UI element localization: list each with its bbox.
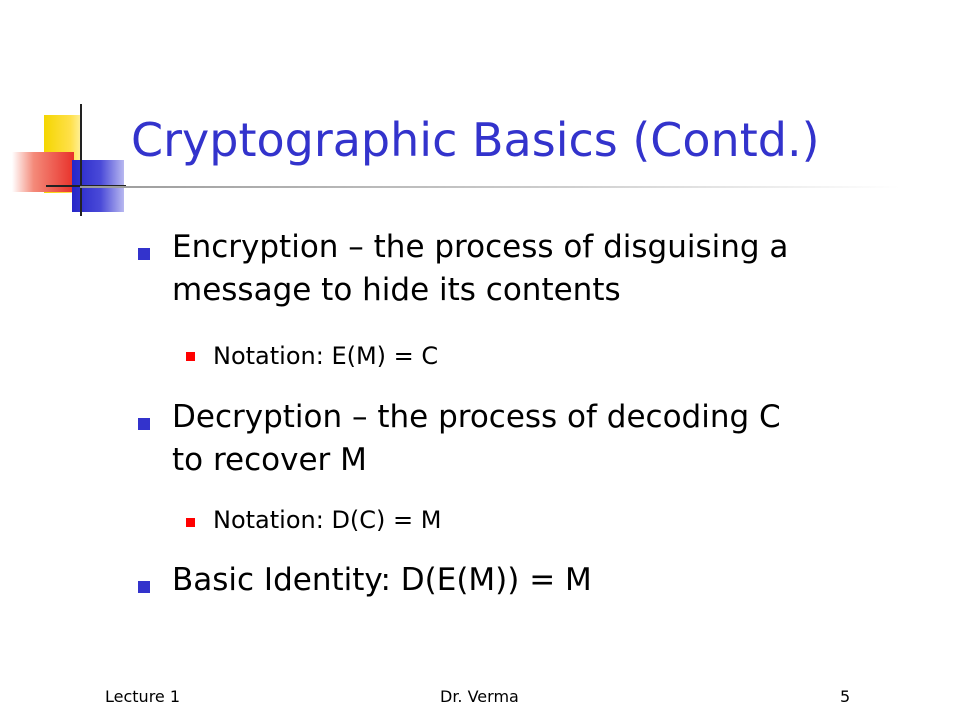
sub-bullet-item-encryption-notation: Notation: E(M) = C — [213, 342, 439, 370]
footer-lecture: Lecture 1 — [105, 687, 181, 706]
slide-title: Cryptographic Basics (Contd.) — [131, 113, 820, 167]
bullet-item-basic-identity: Basic Identity: D(E(M)) = M — [172, 562, 592, 598]
bullet-item-decryption — [172, 396, 932, 482]
sub-bullet-item-decryption-notation: Notation: D(C) = M — [213, 506, 442, 534]
bullet-text-line: Encryption – the process of disguising a — [172, 229, 789, 265]
bullet-text-line: message to hide its contents — [172, 272, 621, 308]
footer-author: Dr. Verma — [440, 687, 519, 706]
sub-bullet-marker — [186, 518, 195, 527]
bullet-text-line: Decryption – the process of decoding C — [172, 399, 781, 435]
bullet-marker — [138, 418, 150, 430]
bullet-item-encryption — [172, 226, 932, 312]
bullet-text-line: to recover M — [172, 442, 367, 478]
bullet-marker — [138, 581, 150, 593]
sub-bullet-marker — [186, 352, 195, 361]
footer-page-number: 5 — [840, 687, 851, 706]
bullet-marker — [138, 248, 150, 260]
